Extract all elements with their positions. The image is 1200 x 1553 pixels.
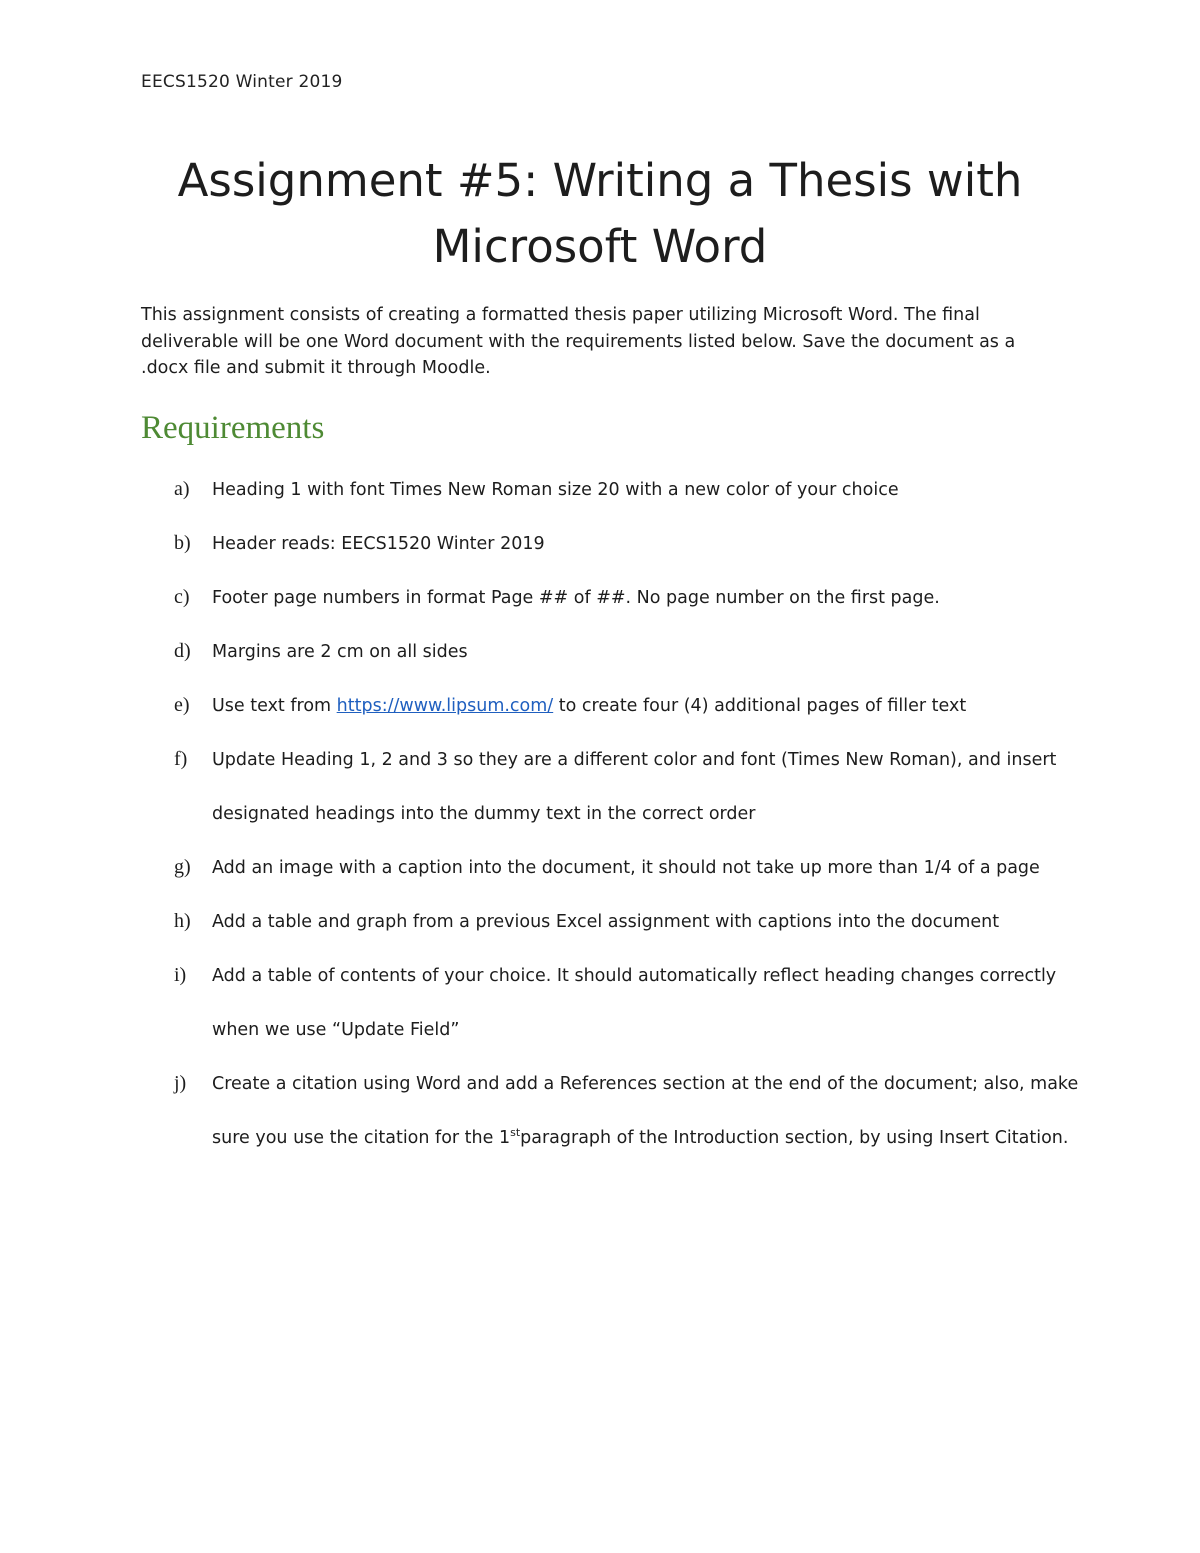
intro-paragraph: This assignment consists of creating a formatted thesis paper utilizing Microsoft Word. The final deliverable will be one Word document with the requirements listed below. Save the document as a .docx file and submit it through Moodle. (141, 305, 1016, 378)
ordinal-superscript: st (510, 1126, 521, 1140)
requirement-text-after: to create four (4) additional pages of filler text (553, 696, 967, 716)
requirement-text (212, 679, 1092, 733)
list-marker: b) (174, 532, 191, 554)
page-title (0, 148, 1200, 280)
requirements-heading: Requirements (141, 410, 325, 446)
list-marker: a) (174, 478, 190, 500)
requirement-text-before: Use text from (212, 696, 337, 716)
list-marker: g) (174, 856, 191, 878)
requirement-text: Add a table and graph from a previous Excel assignment with captions into the document (212, 912, 1000, 932)
requirement-text-after: paragraph of the Introduction section, by using Insert Citation. (520, 1128, 1069, 1148)
list-marker: e) (174, 694, 190, 716)
requirement-text: Header reads: EECS1520 Winter 2019 (212, 534, 545, 554)
list-marker: h) (174, 910, 191, 932)
lipsum-link[interactable]: https://www.lipsum.com/ (336, 696, 554, 716)
list-marker: i) (174, 964, 187, 986)
list-marker: j) (174, 1072, 187, 1094)
requirement-text: Add an image with a caption into the document, it should not take up more than 1/4 of a page (212, 858, 1040, 878)
title-line-1: Assignment #5: Writing a Thesis with (177, 154, 1023, 207)
list-marker: d) (174, 640, 191, 662)
page-header: EECS1520 Winter 2019 (141, 72, 343, 92)
title-line-2: Microsoft Word (432, 220, 768, 273)
requirement-text: Heading 1 with font Times New Roman size 20 with a new color of your choice (212, 480, 899, 500)
requirement-text: Margins are 2 cm on all sides (212, 642, 468, 662)
requirement-text-before: Create a citation using Word and add a References section at the end of the document; also, make sure you use the citation for the 1 (212, 1074, 1079, 1148)
requirement-text: Update Heading 1, 2 and 3 so they are a different color and font (Times New Roman), and insert designated headings into the dummy text in the correct order (212, 750, 1057, 824)
requirement-text: Add a table of contents of your choice. It should automatically reflect heading changes correctly when we use “Update Field” (212, 966, 1057, 1040)
requirement-text (212, 1057, 1092, 1165)
requirement-text: Footer page numbers in format Page ## of ##. No page number on the first page. (212, 588, 940, 608)
list-marker: f) (174, 748, 188, 770)
list-marker: c) (174, 586, 190, 608)
